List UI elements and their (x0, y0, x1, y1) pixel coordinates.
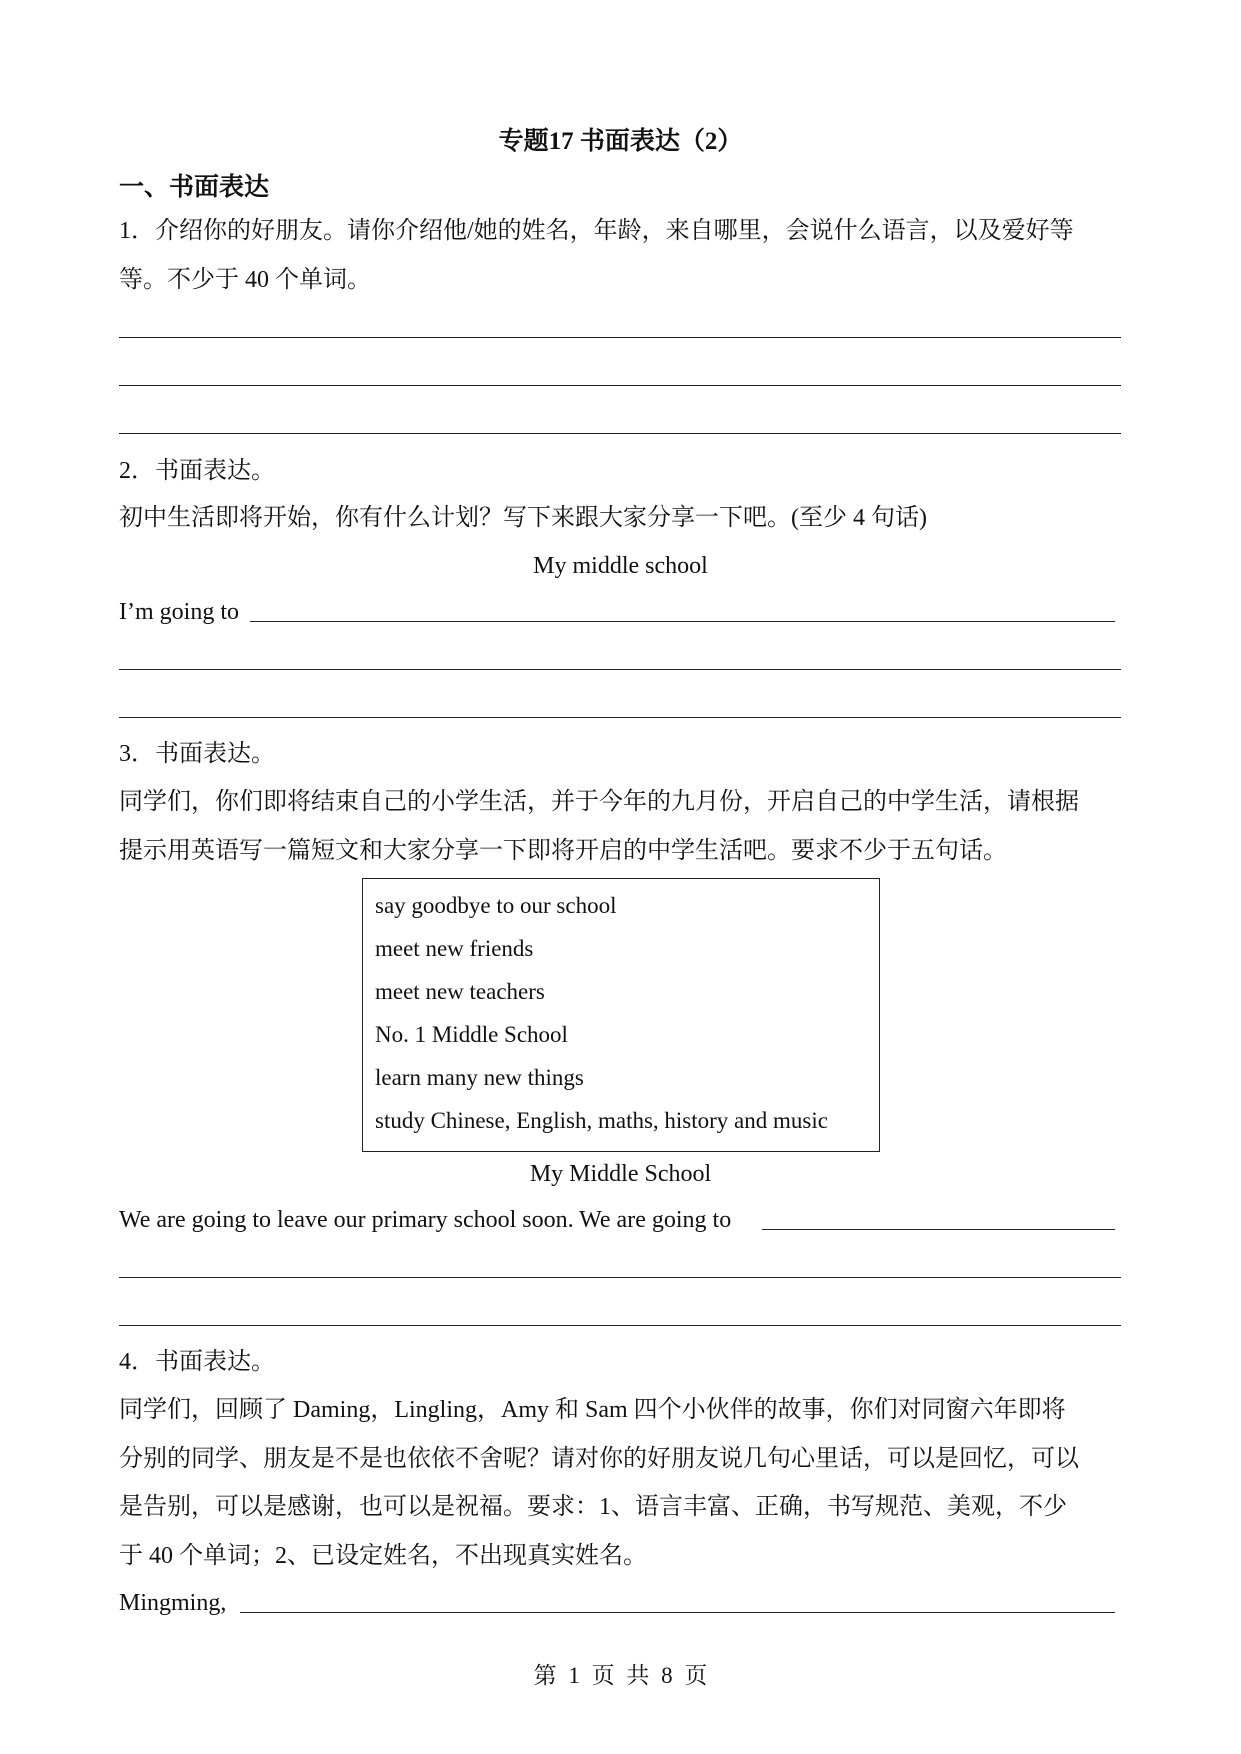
hint-item: meet new teachers (375, 979, 545, 1004)
page-title: 专题17 书面表达（2） (498, 128, 743, 155)
q4-heading: 4．书面表达。 (119, 1349, 275, 1375)
q1-line-2: 等。不少于 40 个单词。 (119, 267, 371, 293)
hint-box (362, 878, 880, 1152)
q3-starter: We are going to leave our primary school soon. We are going to (119, 1207, 732, 1233)
answer-line (119, 433, 1121, 434)
answer-line (250, 621, 1115, 622)
q2-essay-title: My middle school (533, 553, 708, 579)
q2-prompt: 初中生活即将开始，你有什么计划？写下来跟大家分享一下吧。(至少 4 句话) (119, 505, 927, 531)
page-footer: 第 1 页 共 8 页 (533, 1663, 708, 1688)
section-heading: 一、书面表达 (119, 174, 270, 201)
q4-line-2: 分别的同学、朋友是不是也依依不舍呢？请对你的好朋友说几句心里话，可以是回忆，可以 (119, 1446, 1079, 1472)
hint-item: learn many new things (375, 1065, 584, 1090)
answer-line (240, 1612, 1115, 1613)
answer-line (119, 1325, 1121, 1326)
hint-item: No. 1 Middle School (375, 1022, 568, 1047)
q3-line-2: 提示用英语写一篇短文和大家分享一下即将开启的中学生活吧。要求不少于五句话。 (119, 838, 1007, 864)
q4-line-1: 同学们，回顾了 Daming，Lingling，Amy 和 Sam 四个小伙伴的故事，你们对同窗六年即将 (119, 1397, 1066, 1423)
hint-item: study Chinese, English, maths, history and music (375, 1108, 828, 1133)
answer-line (119, 669, 1121, 670)
q1-line-1: 1．介绍你的好朋友。请你介绍他/她的姓名，年龄，来自哪里，会说什么语言，以及爱好等 (119, 218, 1074, 244)
q4-starter: Mingming, (119, 1590, 227, 1616)
answer-line (119, 385, 1121, 386)
q3-heading: 3．书面表达。 (119, 741, 275, 767)
answer-line (119, 717, 1121, 718)
q2-heading: 2．书面表达。 (119, 458, 275, 484)
q3-essay-title: My Middle School (529, 1161, 712, 1187)
answer-line (762, 1229, 1115, 1230)
q4-line-4: 于 40 个单词；2、已设定姓名，不出现真实姓名。 (119, 1543, 647, 1569)
q3-line-1: 同学们，你们即将结束自己的小学生活，并于今年的九月份，开启自己的中学生活，请根据 (119, 789, 1079, 815)
answer-line (119, 1277, 1121, 1278)
q2-starter: I’m going to (119, 599, 239, 625)
hint-item: say goodbye to our school (375, 893, 617, 918)
answer-line (119, 337, 1121, 338)
q4-line-3: 是告别，可以是感谢，也可以是祝福。要求：1、语言丰富、正确，书写规范、美观，不少 (119, 1494, 1067, 1520)
hint-item: meet new friends (375, 936, 534, 961)
